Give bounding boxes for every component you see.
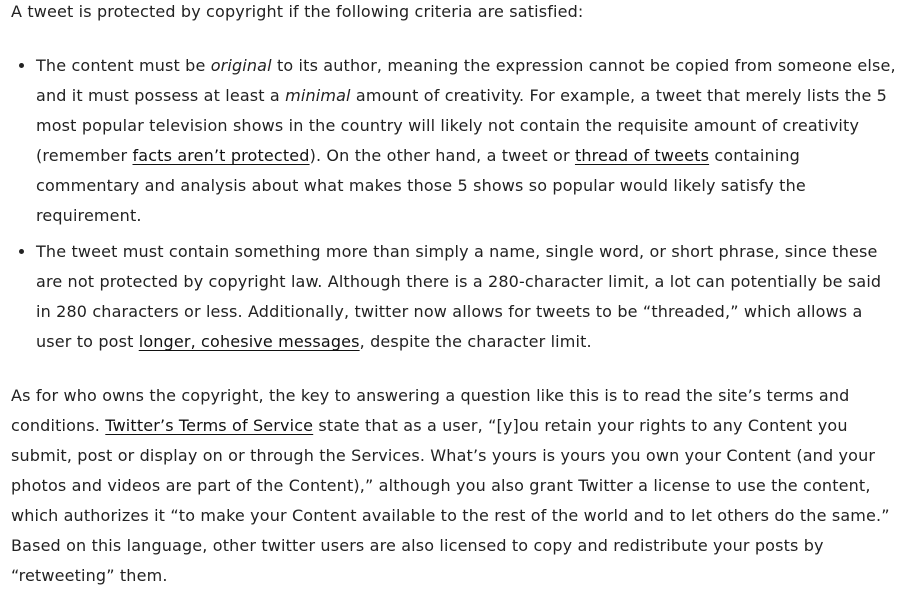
longer-cohesive-messages-link[interactable]: longer, cohesive messages xyxy=(138,332,360,351)
criterion-text: amount of creativity. For example, a tweet that merely lists the 5 most popular television shows in the country will likely not contain the requisite amount of creativity (remember xyxy=(36,86,888,165)
list-item xyxy=(36,51,900,231)
intro-text: A tweet is protected by copyright if the following criteria are satisfied: xyxy=(11,2,584,21)
ownership-text: state that as a user, “[y]ou retain your rights to any Content you submit, post or display on or through the Services. What’s yours is yours you own your Content (and your photos and videos are part of the Content),” although you also grant Twitter a license to use the content, which authorizes it “to make your Content available to the rest of the world and to let others do the same.” Based on this language, other twitter users are also licensed to copy and redistribute your posts by “retweeting” them. xyxy=(11,416,890,585)
thread-of-tweets-link[interactable]: thread of tweets xyxy=(574,146,710,165)
intro-paragraph xyxy=(11,0,900,27)
list-item xyxy=(36,237,900,357)
criterion-text: , despite the character limit. xyxy=(359,332,592,351)
criterion-text: ). On the other hand, a tweet or xyxy=(309,146,575,165)
criterion-text: The tweet must contain something more than simply a name, single word, or short phrase, since these are not protected by copyright law. Although there is a 280-character limit, a lot can potentially be said in 280 characters or less. Additionally, twitter now allows for tweets to be “threaded,” which allows a user to post xyxy=(36,242,882,351)
criteria-list xyxy=(11,51,900,357)
criterion-text: The content must be xyxy=(36,56,211,75)
twitter-terms-of-service-link[interactable]: Twitter’s Terms of Service xyxy=(105,416,314,435)
emphasis-minimal: minimal xyxy=(285,86,351,105)
ownership-paragraph xyxy=(11,381,900,591)
criterion-text: to its author, meaning the expression cannot be copied from someone else, and it must possess at least a xyxy=(36,56,896,105)
emphasis-original: original xyxy=(210,56,272,75)
criterion-text: containing commentary and analysis about what makes those 5 shows so popular would likely satisfy the requirement. xyxy=(36,146,806,225)
ownership-text: As for who owns the copyright, the key to answering a question like this is to read the site’s terms and conditions. xyxy=(11,386,850,435)
facts-arent-protected-link[interactable]: facts aren’t protected xyxy=(132,146,310,165)
